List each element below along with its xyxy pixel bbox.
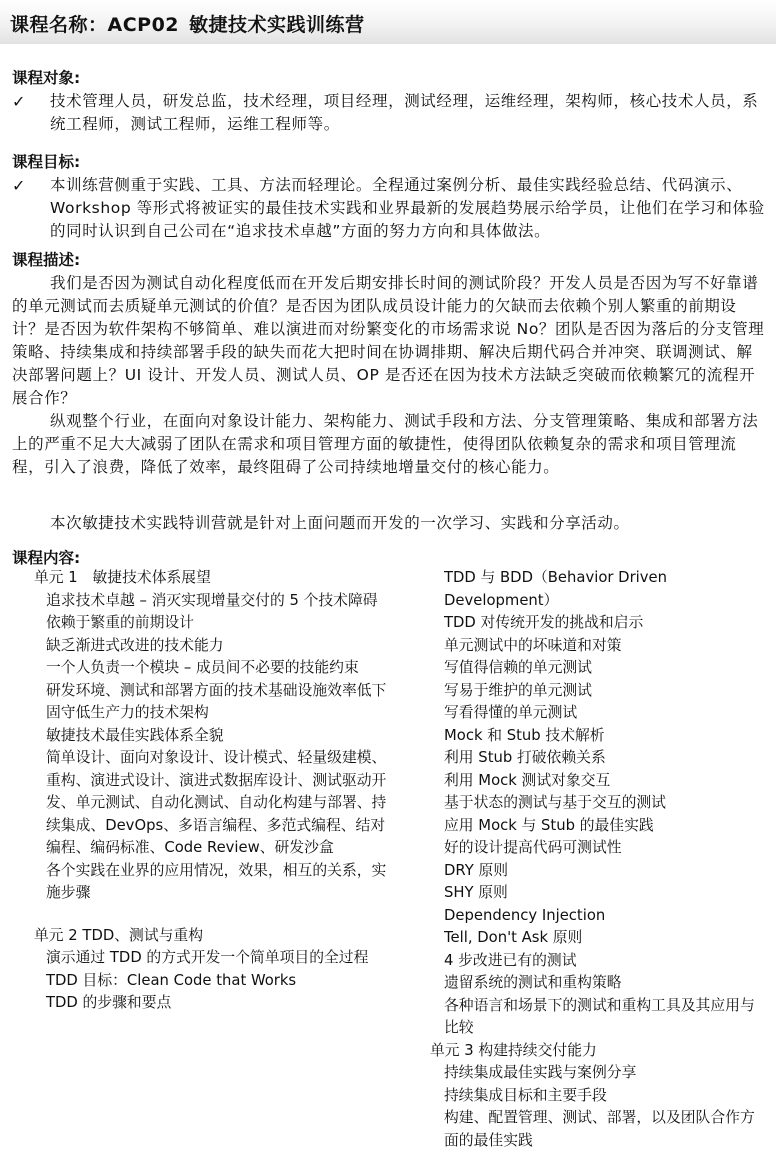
list-item: 基于状态的测试与基于交互的测试 [444, 794, 666, 811]
list-item: 利用 Stub 打破依赖关系 [444, 749, 606, 766]
list-item: TDD 的步骤和要点 [46, 994, 172, 1011]
description-heading: 课程描述: [12, 251, 81, 269]
list-item: 写易于维护的单元测试 [444, 681, 592, 699]
unit-3-title: 单元 3 构建持续交付能力 [430, 1041, 597, 1059]
course-code: ACP02 [107, 14, 180, 36]
audience-text: 技术管理人员，研发总监，技术经理，项目经理，测试经理，运维经理，架构师，核心技术人员，系统工程师，测试工程师，运维工程师等。 [50, 92, 759, 133]
list-item: 单元测试中的坏味道和对策 [444, 636, 622, 654]
list-item: 利用 Mock 测试对象交互 [444, 771, 611, 789]
list-item: 研发环境、测试和部署方面的技术基础设施效率低下 [46, 681, 387, 699]
list-item: 持续集成最佳实践与案例分享 [444, 1064, 637, 1081]
course-name: 敏捷技术实践训练营 [189, 14, 365, 36]
list-item: 各个实践在业界的应用情况，效果，相互的关系，实施步骤 [46, 861, 387, 901]
content-heading: 课程内容: [12, 549, 81, 567]
course-title [10, 10, 365, 37]
content-right-column [430, 567, 768, 1152]
list-item: Dependency Injection [444, 906, 606, 924]
description-paragraph-1: 我们是否因为测试自动化程度低而在开发后期安排长时间的测试阶段？开发人员是否因为写不好靠谱的单元测试而去质疑单元测试的价值？是否因为团队成员设计能力的欠缺而去依赖个别人繁重的前期设计？是否因为软件架构不够简单、难以演进而对纷繁变化的市场需求说 No？团队是否因为落后的分支管理策略、持续集成和持续部署手段的缺失而花大把时间在协调排期、解决后期代码合并冲突、联调测试、解决部署问题上？UI 设计、开发人员、测试人员、OP 是否还在因为技术方法缺乏突破而依赖繁冗的流程开展合作？ [12, 274, 765, 407]
description-paragraph-3: 本次敏捷技术实践特训营就是针对上面问题而开发的一次学习、实践和分享活动。 [50, 514, 630, 532]
list-item: 写值得信赖的单元测试 [444, 659, 592, 676]
unit-1-title: 单元 1 敏捷技术体系展望 [34, 569, 211, 586]
list-item: Mock 和 Stub 技术解析 [444, 726, 605, 744]
list-item: 依赖于繁重的前期设计 [46, 614, 194, 631]
list-item: SHY 原则 [444, 884, 508, 901]
list-item: 追求技术卓越 – 消灭实现增量交付的 5 个技术障碍 [46, 591, 378, 609]
list-item: 4 步改进已有的测试 [444, 951, 577, 969]
goal-check-icon: ✓ [12, 176, 26, 195]
list-item: 演示通过 TDD 的方式开发一个简单项目的全过程 [46, 949, 369, 966]
audience-check-icon: ✓ [12, 92, 26, 111]
course-title-label: 课程名称： [10, 14, 108, 36]
list-item: DRY 原则 [444, 861, 509, 879]
list-item: 持续集成目标和主要手段 [444, 1086, 607, 1104]
list-item: 固守低生产力的技术架构 [46, 704, 209, 721]
list-item: 各种语言和场景下的测试和重构工具及其应用与比较 [444, 996, 755, 1036]
list-item: 缺乏渐进式改进的技术能力 [46, 636, 224, 654]
list-item: 简单设计、面向对象设计、设计模式、轻量级建模、重构、演进式设计、演进式数据库设计、测试驱动开发、单元测试、自动化测试、自动化构建与部署、持续集成、DevOps、多语言编程、多范式编程、结对编程、编码标准、Code Review、研发沙盒 [46, 749, 387, 856]
list-item: TDD 对传统开发的挑战和启示 [444, 614, 644, 631]
list-item: 一个人负责一个模块 – 成员间不必要的技能约束 [46, 659, 359, 676]
list-item: TDD 与 BDD（Behavior Driven Development） [444, 569, 668, 609]
list-item: 好的设计提高代码可测试性 [444, 839, 622, 856]
list-item: 写看得懂的单元测试 [444, 704, 578, 721]
unit-2-title: 单元 2 TDD、测试与重构 [34, 926, 204, 944]
list-item: 应用 Mock 与 Stub 的最佳实践 [444, 816, 654, 834]
list-item: Tell, Don't Ask 原则 [444, 929, 583, 946]
audience-heading: 课程对象: [12, 69, 81, 87]
goal-text: 本训练营侧重于实践、工具、方法而轻理论。全程通过案例分析、最佳实践经验总结、代码演示、Workshop 等形式将被证实的最佳技术实践和业界最新的发展趋势展示给学员，让他们在学习和体验的同时认识到自己公司在“追求技术卓越”方面的努力方向和具体做法。 [50, 176, 765, 240]
list-item: 构建、配置管理、测试、部署，以及团队合作方面的最佳实践 [444, 1109, 755, 1149]
content-left-column [34, 567, 389, 1015]
list-item: TDD 目标：Clean Code that Works [46, 971, 297, 989]
description-paragraph-2: 纵观整个行业，在面向对象设计能力、架构能力、测试手段和方法、分支管理策略、集成和部署方法上的严重不足大大减弱了团队在需求和项目管理方面的敏捷性，使得团队依赖复杂的需求和项目管理流程，引入了浪费，降低了效率，最终阻碍了公司持续地增量交付的核心能力。 [12, 412, 759, 476]
list-item: 遗留系统的测试和重构策略 [444, 974, 622, 991]
list-item: 敏捷技术最佳实践体系全貌 [46, 726, 224, 744]
goal-heading: 课程目标: [12, 153, 81, 171]
